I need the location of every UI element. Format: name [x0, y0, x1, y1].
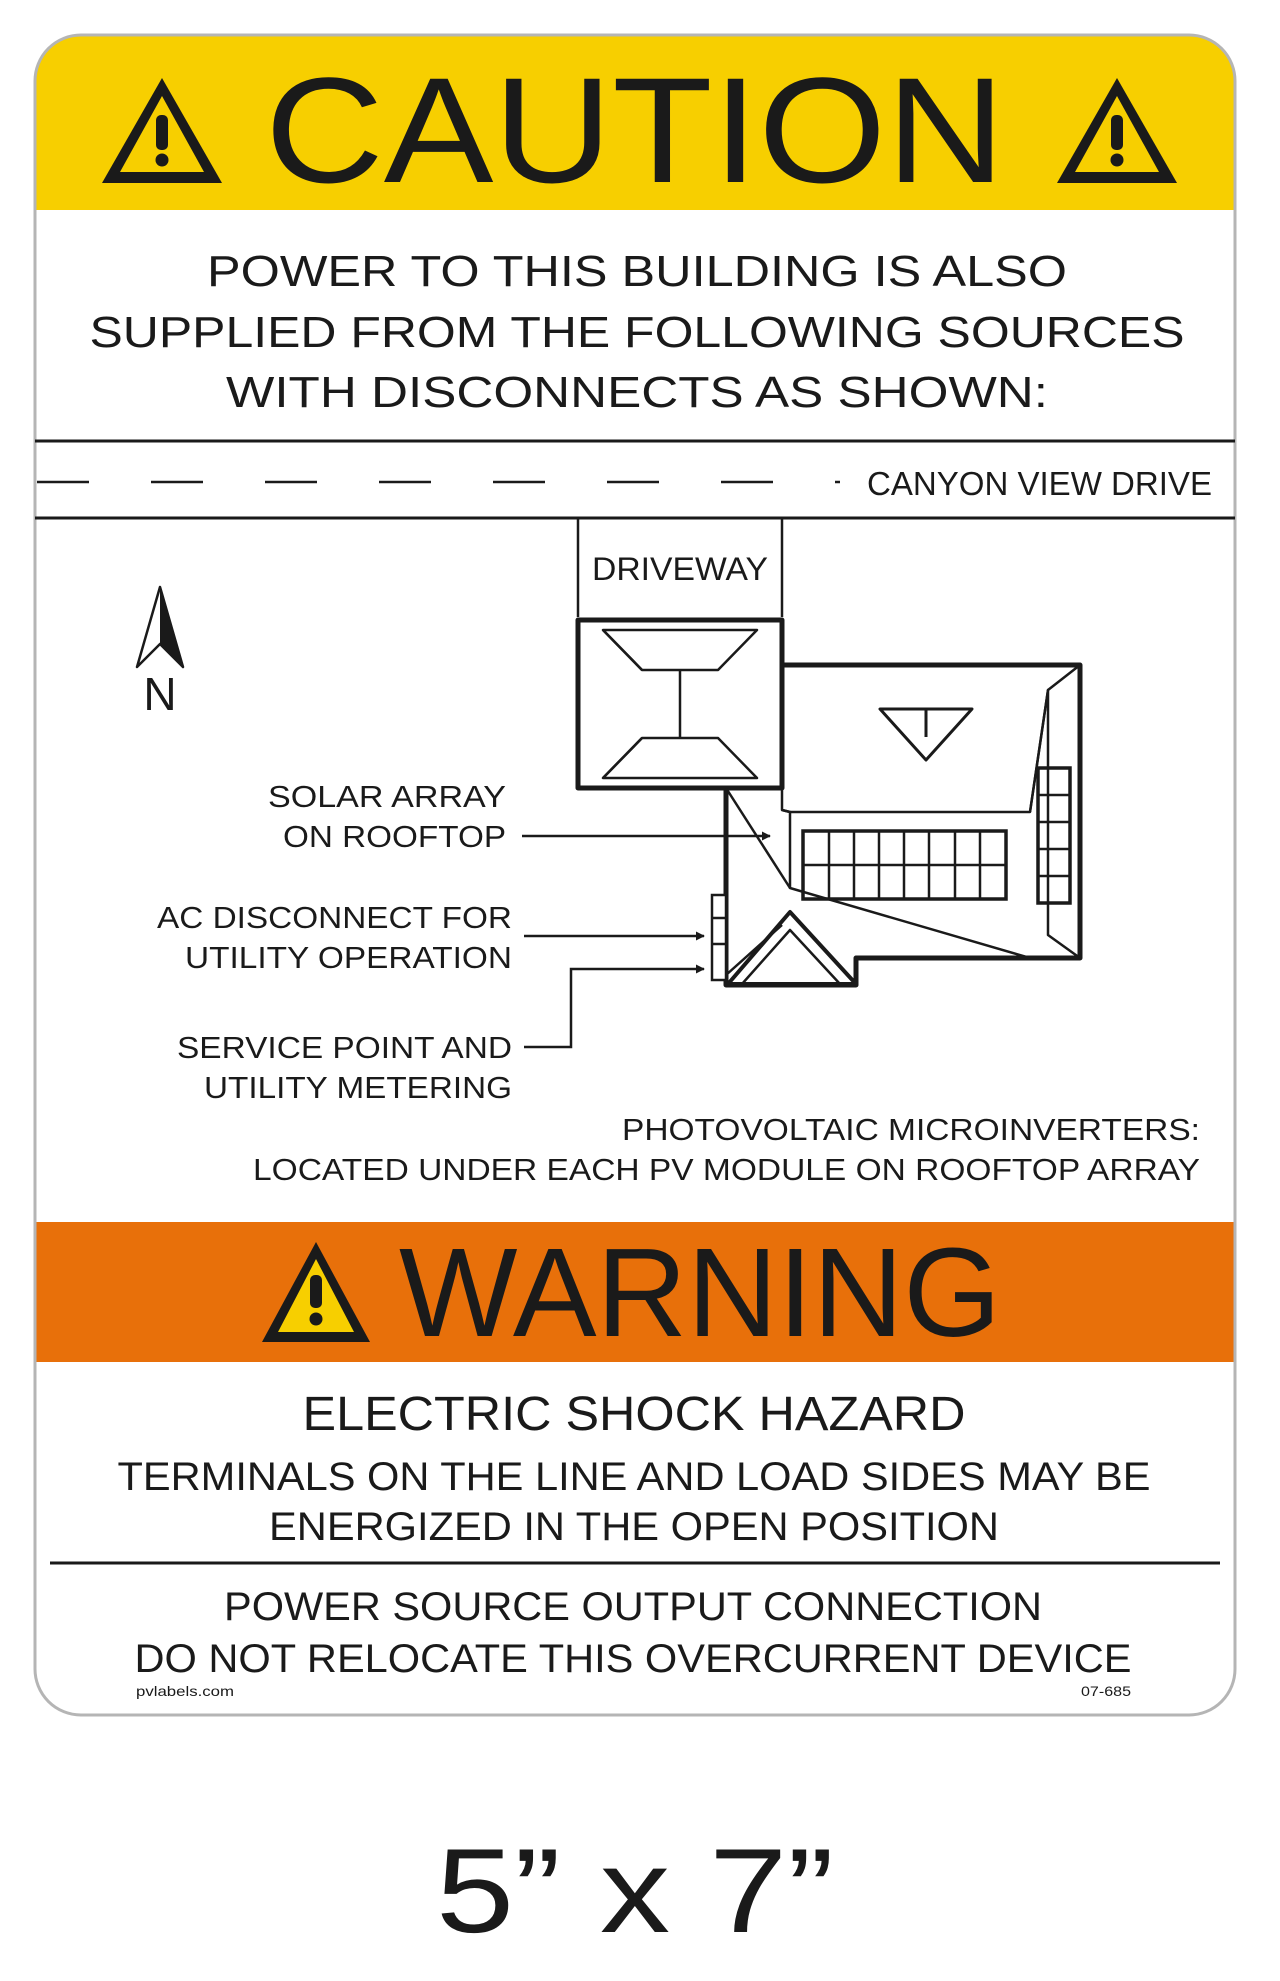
part-number: 07-685 — [1081, 1683, 1132, 1699]
hazard-title: ELECTRIC SHOCK HAZARD — [302, 1388, 966, 1441]
ac-disconnect-label: UTILITY OPERATION — [185, 940, 512, 975]
driveway-label: DRIVEWAY — [592, 551, 768, 587]
solar-array-label: SOLAR ARRAY — [268, 779, 506, 814]
website-text: pvlabels.com — [136, 1683, 234, 1699]
notice-line: POWER SOURCE OUTPUT CONNECTION — [224, 1585, 1042, 1629]
street-name: CANYON VIEW DRIVE — [867, 465, 1212, 502]
caution-message-line: POWER TO THIS BUILDING IS ALSO — [207, 247, 1067, 296]
north-label: N — [143, 668, 177, 720]
caution-message-line: SUPPLIED FROM THE FOLLOWING SOURCES — [89, 308, 1185, 357]
hazard-line: ENERGIZED IN THE OPEN POSITION — [269, 1505, 999, 1549]
hazard-line: TERMINALS ON THE LINE AND LOAD SIDES MAY BE — [117, 1455, 1151, 1499]
solar-array-label: ON ROOFTOP — [283, 819, 506, 854]
microinverters-label: LOCATED UNDER EACH PV MODULE ON ROOFTOP ARRAY — [253, 1152, 1200, 1187]
caution-heading: CAUTION — [265, 46, 1005, 214]
ac-disconnect-label: AC DISCONNECT FOR — [157, 900, 512, 935]
service-point-label: SERVICE POINT AND — [177, 1030, 512, 1065]
disconnect-and-meter-boxes — [712, 895, 726, 980]
caution-message-line: WITH DISCONNECTS AS SHOWN: — [226, 368, 1048, 417]
microinverters-label: PHOTOVOLTAIC MICROINVERTERS: — [622, 1112, 1200, 1147]
warning-heading: WARNING — [399, 1222, 1001, 1363]
notice-line: DO NOT RELOCATE THIS OVERCURRENT DEVICE — [134, 1637, 1132, 1681]
label-size-caption: 5” x 7” — [436, 1824, 834, 1958]
service-point-label: UTILITY METERING — [204, 1070, 512, 1105]
